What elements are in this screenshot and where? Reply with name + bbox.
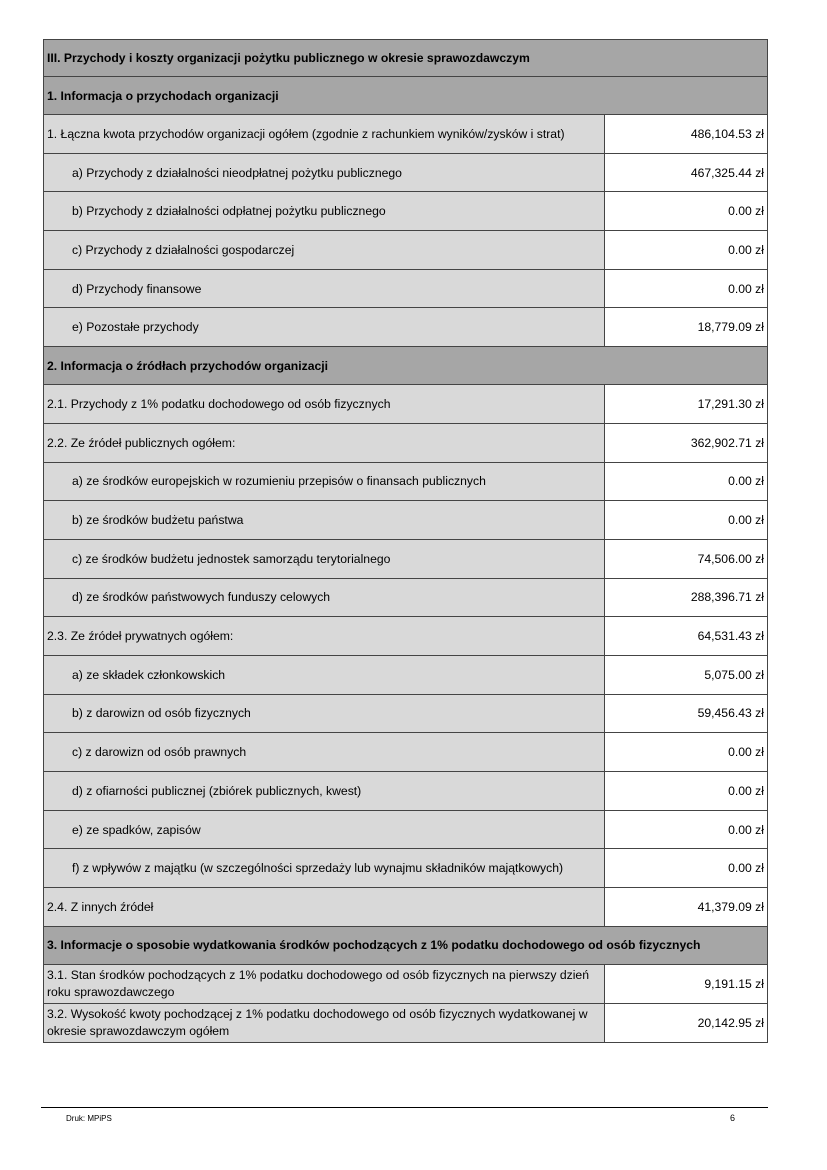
- section-title: III. Przychody i koszty organizacji pożytku publicznego w okresie sprawozdawczym: [43, 39, 768, 77]
- row-value: 0.00 zł: [605, 772, 767, 810]
- table-row: [43, 772, 768, 811]
- row-label: 3.2. Wysokość kwoty pochodzącej z 1% podatku dochodowego od osób fizycznych wydatkowanej w okresie sprawozdawczym ogółem: [44, 1004, 605, 1042]
- table-row: [43, 617, 768, 656]
- row-label: c) Przychody z działalności gospodarczej: [44, 231, 605, 269]
- footer-printer: Druk: MPiPS: [66, 1114, 112, 1123]
- row-value: 362,902.71 zł: [605, 424, 767, 462]
- table-row: [43, 695, 768, 734]
- row-value: 64,531.43 zł: [605, 617, 767, 655]
- row-label: c) z darowizn od osób prawnych: [44, 733, 605, 771]
- row-value: 0.00 zł: [605, 811, 767, 849]
- row-label: d) ze środków państwowych funduszy celowych: [44, 579, 605, 617]
- row-label: e) Pozostałe przychody: [44, 308, 605, 346]
- row-value: 0.00 zł: [605, 463, 767, 501]
- row-label: 1. Łączna kwota przychodów organizacji ogółem (zgodnie z rachunkiem wyników/zysków i strat): [44, 115, 605, 153]
- row-label: b) z darowizn od osób fizycznych: [44, 695, 605, 733]
- row-label: a) ze składek członkowskich: [44, 656, 605, 694]
- row-label: d) Przychody finansowe: [44, 270, 605, 308]
- table-row: [43, 231, 768, 270]
- row-value: 0.00 zł: [605, 270, 767, 308]
- table-row: [43, 154, 768, 193]
- row-value: 9,191.15 zł: [605, 965, 767, 1003]
- group-header-revenue-info: 1. Informacja o przychodach organizacji: [43, 77, 768, 115]
- table-row: [43, 733, 768, 772]
- row-value: 0.00 zł: [605, 849, 767, 887]
- table-row: [43, 270, 768, 309]
- row-label: f) z wpływów z majątku (w szczególności sprzedaży lub wynajmu składników majątkowych): [44, 849, 605, 887]
- row-value: 18,779.09 zł: [605, 308, 767, 346]
- row-value: 0.00 zł: [605, 733, 767, 771]
- row-value: 17,291.30 zł: [605, 385, 767, 423]
- row-value: 41,379.09 zł: [605, 888, 767, 926]
- row-value: 59,456.43 zł: [605, 695, 767, 733]
- table-row: [43, 849, 768, 888]
- row-value: 0.00 zł: [605, 192, 767, 230]
- row-label: e) ze spadków, zapisów: [44, 811, 605, 849]
- group-header-one-percent-spending: 3. Informacje o sposobie wydatkowania środków pochodzących z 1% podatku dochodowego od osób fizycznych: [43, 927, 768, 965]
- table-row: [43, 501, 768, 540]
- row-value: 486,104.53 zł: [605, 115, 767, 153]
- row-value: 288,396.71 zł: [605, 579, 767, 617]
- row-value: 0.00 zł: [605, 231, 767, 269]
- row-value: 20,142.95 zł: [605, 1004, 767, 1042]
- row-label: a) ze środków europejskich w rozumieniu przepisów o finansach publicznych: [44, 463, 605, 501]
- table-row: [43, 385, 768, 424]
- table-row: [43, 811, 768, 850]
- group-header-revenue-sources: 2. Informacja o źródłach przychodów organizacji: [43, 347, 768, 385]
- row-label: d) z ofiarności publicznej (zbiórek publicznych, kwest): [44, 772, 605, 810]
- table-row: [43, 656, 768, 695]
- row-label: 2.1. Przychody z 1% podatku dochodowego od osób fizycznych: [44, 385, 605, 423]
- table-row: [43, 1004, 768, 1043]
- table-row: [43, 965, 768, 1004]
- group-one-percent-rows: [43, 965, 768, 1043]
- table-row: [43, 540, 768, 579]
- row-label: a) Przychody z działalności nieodpłatnej pożytku publicznego: [44, 154, 605, 192]
- row-label: b) Przychody z działalności odpłatnej pożytku publicznego: [44, 192, 605, 230]
- table-row: [43, 463, 768, 502]
- group-revenue-sources-rows: [43, 385, 768, 927]
- row-label: 2.2. Ze źródeł publicznych ogółem:: [44, 424, 605, 462]
- row-value: 0.00 zł: [605, 501, 767, 539]
- table-row: [43, 424, 768, 463]
- table-row: [43, 115, 768, 154]
- group-revenue-info-rows: [43, 115, 768, 347]
- row-label: b) ze środków budżetu państwa: [44, 501, 605, 539]
- row-label: 3.1. Stan środków pochodzących z 1% podatku dochodowego od osób fizycznych na pierwszy dzień roku sprawozdawczego: [44, 965, 605, 1003]
- row-label: 2.3. Ze źródeł prywatnych ogółem:: [44, 617, 605, 655]
- row-value: 467,325.44 zł: [605, 154, 767, 192]
- table-row: [43, 192, 768, 231]
- table-row: [43, 888, 768, 927]
- row-label: 2.4. Z innych źródeł: [44, 888, 605, 926]
- financial-report-table: [43, 39, 768, 1043]
- table-row: [43, 308, 768, 347]
- footer-divider: [41, 1107, 768, 1108]
- row-value: 74,506.00 zł: [605, 540, 767, 578]
- row-label: c) ze środków budżetu jednostek samorządu terytorialnego: [44, 540, 605, 578]
- row-value: 5,075.00 zł: [605, 656, 767, 694]
- table-row: [43, 579, 768, 618]
- page-number: 6: [730, 1113, 736, 1123]
